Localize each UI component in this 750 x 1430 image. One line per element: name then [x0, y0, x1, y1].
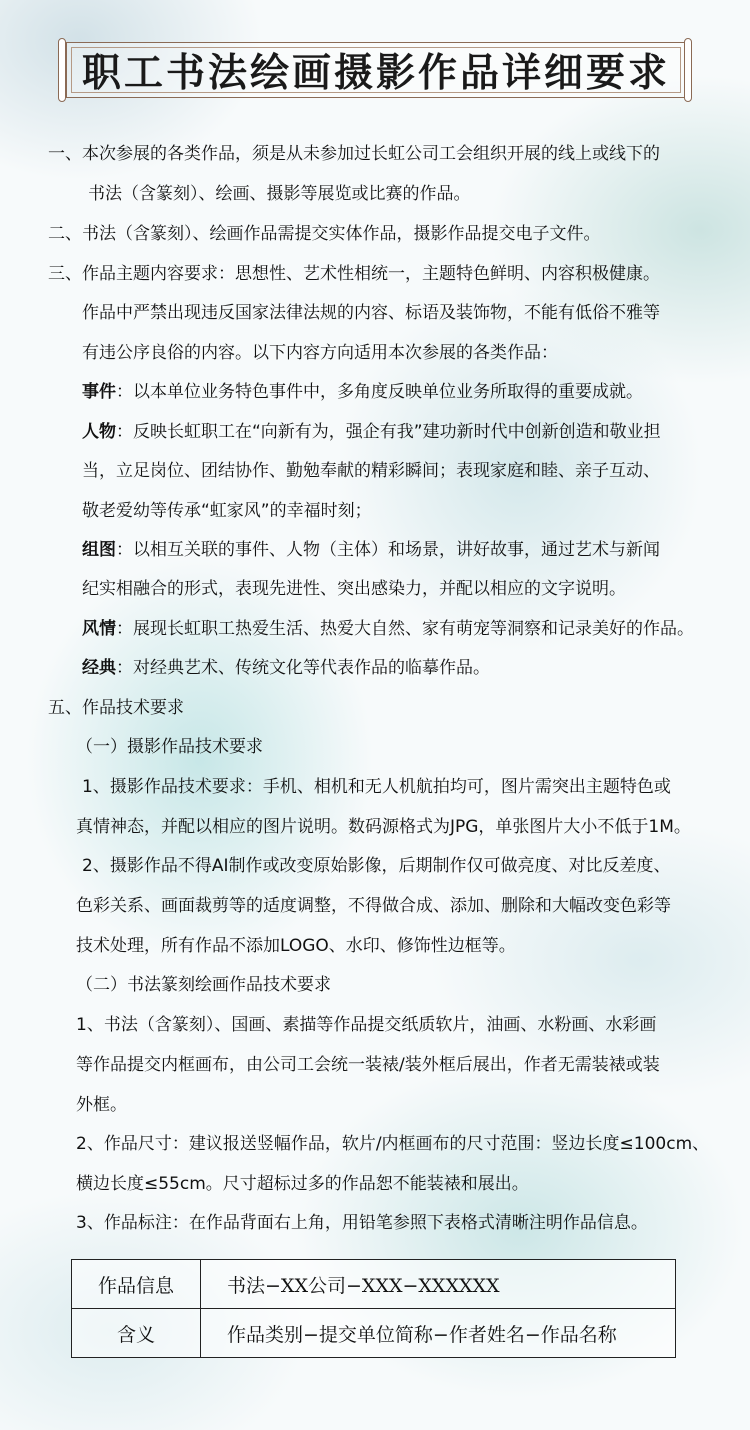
topic-lifestyle-text: ：展现长虹职工热爱生活、热爱大自然、家有萌宠等洞察和记录美好的作品。 — [116, 619, 694, 639]
table-row — [72, 1309, 676, 1358]
page-title: 职工书法绘画摄影作品详细要求 — [81, 50, 670, 96]
topic-lifestyle-label: 风情 — [82, 619, 116, 639]
table-cell-key: 含义 — [72, 1309, 201, 1358]
photo-req-2-line-2: 色彩关系、画面裁剪等的适度调整，不得做合成、添加、删除和大幅改变色彩等 — [76, 896, 671, 916]
subsection-calligraphy-heading: （二）书法篆刻绘画作品技术要求 — [76, 975, 331, 995]
topic-series-text: ：以相互关联的事件、人物（主体）和场景，讲好故事，通过艺术与新闻 — [116, 540, 660, 560]
topic-people-line-3: 敬老爱幼等传承“虹家风”的幸福时刻； — [82, 501, 372, 521]
table-cell-value: 书法−XX公司−XXX−XXXXXX — [201, 1260, 676, 1309]
calligraphy-req-2-line-2: 横边长度≤55cm。尺寸超标过多的作品恕不能装裱和展出。 — [76, 1174, 529, 1194]
section-2-line: 二、书法（含篆刻）、绘画作品需提交实体作品，摄影作品提交电子文件。 — [48, 224, 601, 244]
topic-lifestyle — [82, 617, 694, 641]
topic-event-text: ：以本单位业务特色事件中，多角度反映单位业务所取得的重要成就。 — [116, 382, 643, 402]
calligraphy-req-1-line-3: 外框。 — [76, 1095, 127, 1115]
section-3-line-1: 三、作品主题内容要求：思想性、艺术性相统一，主题特色鲜明、内容积极健康。 — [48, 264, 660, 284]
table-cell-value: 作品类别−提交单位简称−作者姓名−作品名称 — [201, 1309, 676, 1358]
scroll-rod-right — [684, 38, 692, 102]
photo-req-2-line-1: 2、摄影作品不得AI制作或改变原始影像，后期制作仅可做亮度、对比反差度、 — [82, 856, 671, 876]
section-1-line-1: 一、本次参展的各类作品，须是从未参加过长虹公司工会组织开展的线上或线下的 — [48, 144, 660, 164]
topic-series — [82, 538, 660, 562]
section-3-line-2: 作品中严禁出现违反国家法律法规的内容、标语及装饰物，不能有低俗不雅等 — [82, 303, 660, 323]
topic-series-label: 组图 — [82, 540, 116, 560]
section-5-heading: 五、作品技术要求 — [48, 698, 184, 718]
table-row — [72, 1260, 676, 1309]
topic-event-label: 事件 — [82, 382, 116, 402]
calligraphy-req-1-line-2: 等作品提交内框画布，由公司工会统一装裱/装外框后展出，作者无需装裱或装 — [76, 1055, 660, 1075]
topic-people-text: ：反映长虹职工在“向新有为，强企有我”建功新时代中创新创造和敬业担 — [116, 422, 661, 442]
topic-people-label: 人物 — [82, 422, 116, 442]
photo-req-1-line-2: 真情神态，并配以相应的图片说明。数码源格式为JPG，单张图片大小不低于1M。 — [76, 817, 691, 837]
title-scroll-frame — [66, 42, 686, 98]
topic-classic — [82, 656, 490, 680]
calligraphy-req-2-line-1: 2、作品尺寸：建议报送竖幅作品，软片/内框画布的尺寸范围：竖边长度≤100cm、 — [76, 1134, 710, 1154]
section-1-line-2: 书法（含篆刻）、绘画、摄影等展览或比赛的作品。 — [88, 184, 471, 204]
topic-event — [82, 380, 643, 404]
table-cell-key: 作品信息 — [72, 1260, 201, 1309]
photo-req-1-line-1: 1、摄影作品技术要求：手机、相机和无人机航拍均可，图片需突出主题特色或 — [82, 777, 671, 797]
label-format-table — [71, 1259, 676, 1358]
calligraphy-req-1-line-1: 1、书法（含篆刻）、国画、素描等作品提交纸质软片，油画、水粉画、水彩画 — [76, 1015, 657, 1035]
topic-classic-label: 经典 — [82, 658, 116, 678]
photo-req-2-line-3: 技术处理，所有作品不添加LOGO、水印、修饰性边框等。 — [76, 936, 516, 956]
calligraphy-req-3-line: 3、作品标注：在作品背面右上角，用铅笔参照下表格式清晰注明作品信息。 — [76, 1213, 648, 1233]
topic-series-line-2: 纪实相融合的形式，表现先进性、突出感染力，并配以相应的文字说明。 — [82, 579, 626, 599]
scroll-rod-left — [58, 38, 66, 102]
topic-classic-text: ：对经典艺术、传统文化等代表作品的临摹作品。 — [116, 658, 490, 678]
section-3-line-3: 有违公序良俗的内容。以下内容方向适用本次参展的各类作品： — [82, 343, 558, 363]
topic-people — [82, 420, 661, 444]
subsection-photo-heading: （一）摄影作品技术要求 — [76, 737, 263, 757]
topic-people-line-2: 当，立足岗位、团结协作、勤勉奉献的精彩瞬间；表现家庭和睦、亲子互动、 — [82, 461, 660, 481]
